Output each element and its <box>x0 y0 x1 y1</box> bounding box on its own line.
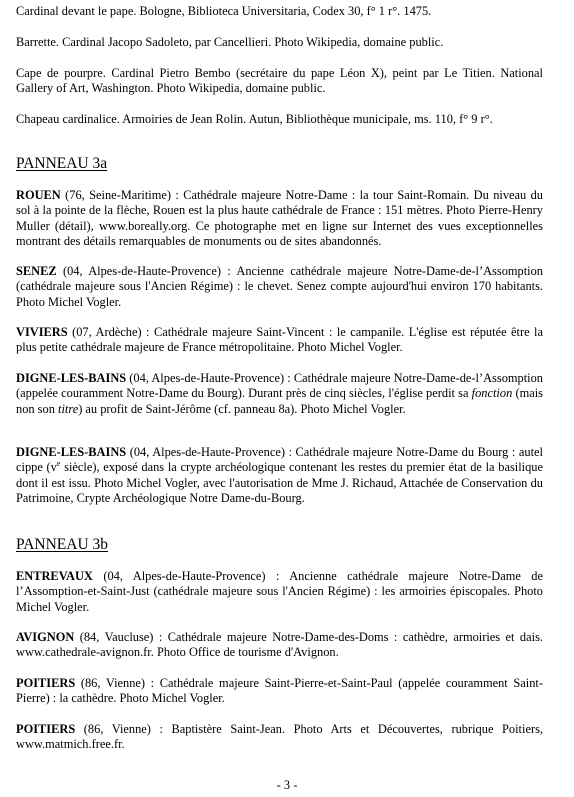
section-heading-panneau-3a: PANNEAU 3a <box>16 155 108 172</box>
caption-entry <box>16 445 543 506</box>
place-name: AVIGNON <box>16 630 75 644</box>
caption-entry <box>16 371 543 417</box>
caption-text: (07, Ardèche) : Cathédrale majeure Saint-Vincent : le campanile. L'église est réputée être la plus petite cathédrale majeure de France métropolitaine. Photo Michel Vogler. <box>16 325 543 355</box>
caption-text: (76, Seine-Maritime) : Cathédrale majeure Notre-Dame : la tour Saint-Romain. Du niveau du sol à la pointe de la flèche, Rouen est la plus haute cathédrale de France : 151 mètres. Photo Pierre-Henry Muller (détail), www.boreally.org. Ce photographe met en ligne sur Internet des vues exceptionnelles montrant des détails remarquables de monuments ou de sites abandonnés. <box>16 188 543 248</box>
place-name: POITIERS <box>16 676 76 690</box>
caption-italic: fonction <box>471 386 513 401</box>
caption-entry <box>16 569 543 615</box>
caption-text: (04, Alpes-de-Haute-Provence) : Ancienne cathédrale majeure Notre-Dame de l’Assomption-et-Saint-Just (cathédrale majeure sous l'Ancien Régime) : les armoiries épiscopales. Photo Michel Vogler. <box>16 569 543 614</box>
caption-entry <box>16 722 543 753</box>
place-name: ENTREVAUX <box>16 569 93 583</box>
caption-italic: titre <box>58 401 79 416</box>
caption-superscript: e <box>56 459 61 469</box>
caption-text: (mais non son <box>16 386 543 416</box>
credit-paragraph: Barrette. Cardinal Jacopo Sadoleto, par Cancellieri. Photo Wikipedia, domaine public. <box>16 35 444 49</box>
caption-text: (86, Vienne) : Cathédrale majeure Saint-Pierre-et-Saint-Paul (appelée couramment Saint-Pierre) : la cathèdre. Photo Michel Vogler. <box>16 676 543 706</box>
credit-paragraph: Chapeau cardinalice. Armoiries de Jean Rolin. Autun, Bibliothèque municipale, ms. 110, f° 9 r°. <box>16 112 493 126</box>
credit-paragraph: Cardinal devant le pape. Bologne, Biblioteca Universitaria, Codex 30, f° 1 r°. 1475. <box>16 4 432 18</box>
caption-entry <box>16 325 543 356</box>
caption-entry <box>16 264 543 310</box>
section-heading-panneau-3b: PANNEAU 3b <box>16 536 109 553</box>
place-name: VIVIERS <box>16 325 68 339</box>
credit-paragraph: Cape de pourpre. Cardinal Pietro Bembo (secrétaire du pape Léon X), peint par Le Titien. National Gallery of Art, Washington. Photo Wikipedia, domaine public. <box>16 66 543 96</box>
caption-entry <box>16 188 543 249</box>
place-name: ROUEN <box>16 188 61 202</box>
caption-text: (86, Vienne) : Baptistère Saint-Jean. Photo Arts et Découvertes, rubrique Poitiers, www.matmich.free.fr. <box>16 722 543 752</box>
page-number: - 3 - <box>276 778 298 792</box>
place-name: DIGNE-LES-BAINS <box>16 371 127 385</box>
caption-text: (04, Alpes-de-Haute-Provence) : Cathédrale majeure Notre-Dame-de-l’Assomption (appelée couramment Notre-Dame du Bourg). Durant près de cinq siècles, l'église perdit sa <box>16 371 543 401</box>
caption-entry <box>16 676 543 707</box>
place-name: POITIERS <box>16 722 76 736</box>
caption-text: siècle), exposé dans la crypte archéologique contenant les restes du premier état de la basilique dont il est issu. Photo Michel Vogler, avec l'autorisation de Mme J. Richaud, Attachée de Conservation du Patrimoine, Crypte Archéologique Notre Dame-du-Bourg. <box>16 460 543 505</box>
caption-text: (84, Vaucluse) : Cathédrale majeure Notre-Dame-des-Doms : cathèdre, armoiries et dais. www.cathedrale-avignon.fr. Photo Office de tourisme d'Avignon. <box>16 630 543 660</box>
place-name: SENEZ <box>16 264 57 278</box>
caption-entry <box>16 630 543 661</box>
caption-text: (04, Alpes-de-Haute-Provence) : Ancienne cathédrale majeure Notre-Dame-de-l’Assomption (cathédrale majeure sous l'Ancien Régime) : le chevet. Senez compte aujourd'hui environ 170 habitants. Photo Michel Vogler. <box>16 264 543 309</box>
caption-text: ) au profit de Saint-Jérôme (cf. panneau 8a). Photo Michel Vogler. <box>78 401 406 416</box>
caption-text: (04, Alpes-de-Haute-Provence) : Cathédrale majeure Notre-Dame du Bourg : autel cippe (v <box>16 445 543 475</box>
place-name: DIGNE-LES-BAINS <box>16 445 127 459</box>
